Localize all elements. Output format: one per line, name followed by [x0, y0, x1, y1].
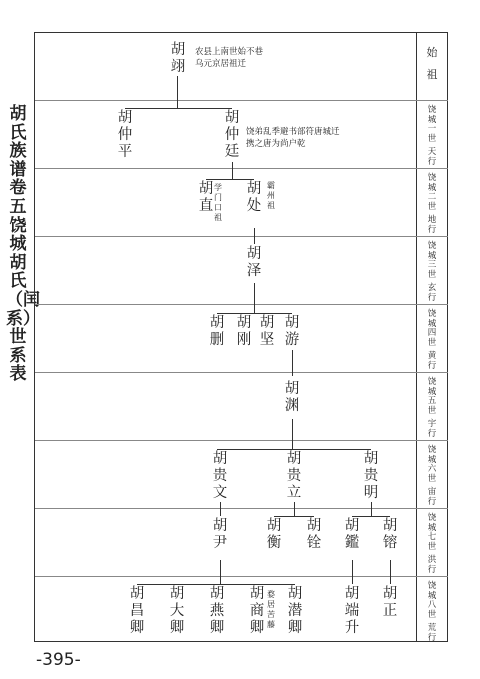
person-hu-quan: 胡铨: [306, 518, 322, 551]
connector: [220, 560, 221, 584]
connector: [217, 313, 292, 314]
generation-label: 饶城三世: [427, 241, 437, 280]
row-divider: [35, 100, 448, 101]
row-divider: [35, 576, 448, 577]
row-divider: [35, 304, 448, 305]
note-hu-shangqing: 婺居苦藤: [267, 590, 275, 629]
connector: [206, 179, 254, 180]
person-hu-changqing: 胡昌卿: [129, 586, 145, 636]
connector: [390, 560, 391, 584]
person-hu-shangqing: 胡商卿: [249, 586, 265, 636]
person-hu-chu: 胡处: [246, 181, 262, 214]
person-hu-you: 胡游: [284, 315, 300, 348]
connector: [254, 283, 255, 313]
generation-label: 饶城五世: [427, 377, 437, 416]
generation-label: 饶城六世: [427, 445, 437, 484]
person-hu-rong: 胡镕: [382, 518, 398, 551]
person-hu-heng: 胡衡: [266, 518, 282, 551]
generation-label: 饶城七世: [427, 513, 437, 552]
generation-sub: 宇行: [427, 419, 437, 439]
note-hu-yi: 农县上南世始不巷乌元京居祖迁: [195, 47, 264, 69]
person-hu-guiwen: 胡贵文: [212, 451, 228, 501]
row-divider: [35, 372, 448, 373]
connector: [177, 76, 178, 108]
note-hu-zhongting: 饶弟乱季避书部符唐城迁携之唐为尚户乾: [246, 127, 340, 149]
connector: [254, 228, 255, 244]
generation-sub: 天行: [427, 147, 437, 167]
generation-sub: 宙行: [427, 487, 437, 507]
connector: [217, 449, 371, 450]
connector: [274, 516, 314, 517]
generation-label: 饶城四世: [427, 309, 437, 348]
connector: [125, 108, 232, 109]
row-divider: [35, 168, 448, 169]
person-hu-zhongting: 胡仲廷: [224, 110, 240, 160]
person-hu-zheng: 胡正: [382, 586, 398, 619]
note-hu-zhi: 学门口祖: [214, 183, 222, 222]
generation-sub: 黄行: [427, 351, 437, 371]
person-hu-yin: 胡尹: [212, 518, 228, 551]
person-hu-guili: 胡贵立: [286, 451, 302, 501]
connector: [220, 502, 221, 516]
connector: [292, 419, 293, 449]
person-hu-gang: 胡刚: [236, 315, 252, 348]
person-hu-yuan: 胡渊: [284, 381, 300, 414]
row-divider: [35, 440, 448, 441]
connector: [294, 502, 295, 516]
generation-sub: 荒行: [427, 623, 437, 643]
generation-sub: 洪行: [427, 555, 437, 575]
person-hu-yanqing: 胡燕卿: [209, 586, 225, 636]
person-hu-jian: 胡坚: [259, 315, 275, 348]
person-hu-daqing: 胡大卿: [169, 586, 185, 636]
person-hu-guiming: 胡贵明: [363, 451, 379, 501]
generation-label: 饶城二世: [427, 173, 437, 212]
spine-title: 胡氏族谱 卷五 饶城胡氏（闰系）世系表: [6, 104, 44, 385]
person-hu-yi: 胡翊: [170, 42, 186, 75]
connector: [352, 516, 390, 517]
connector: [292, 350, 293, 376]
person-hu-zhongping: 胡仲平: [117, 110, 133, 160]
connector: [232, 162, 233, 179]
connector: [371, 502, 372, 516]
person-hu-qianqing: 胡潜卿: [287, 586, 303, 636]
person-hu-zhi: 胡直: [198, 181, 214, 214]
generation-label: 饶城八世: [427, 581, 437, 620]
person-hu-shan: 胡删: [209, 315, 225, 348]
connector: [137, 584, 295, 585]
generation-label: 始祖: [426, 46, 438, 81]
note-hu-chu: 霸州祖: [267, 181, 275, 210]
person-hu-duansheng: 胡端升: [344, 586, 360, 636]
page-number: -395-: [36, 650, 81, 670]
generation-sub: 玄行: [427, 283, 437, 303]
generation-sub: 地行: [427, 215, 437, 235]
person-hu-jian2: 胡鑑: [344, 518, 360, 551]
row-divider: [35, 236, 448, 237]
person-hu-ze: 胡泽: [246, 246, 262, 279]
row-divider: [35, 508, 448, 509]
generation-label: 饶城一世: [427, 105, 437, 144]
connector: [352, 560, 353, 584]
